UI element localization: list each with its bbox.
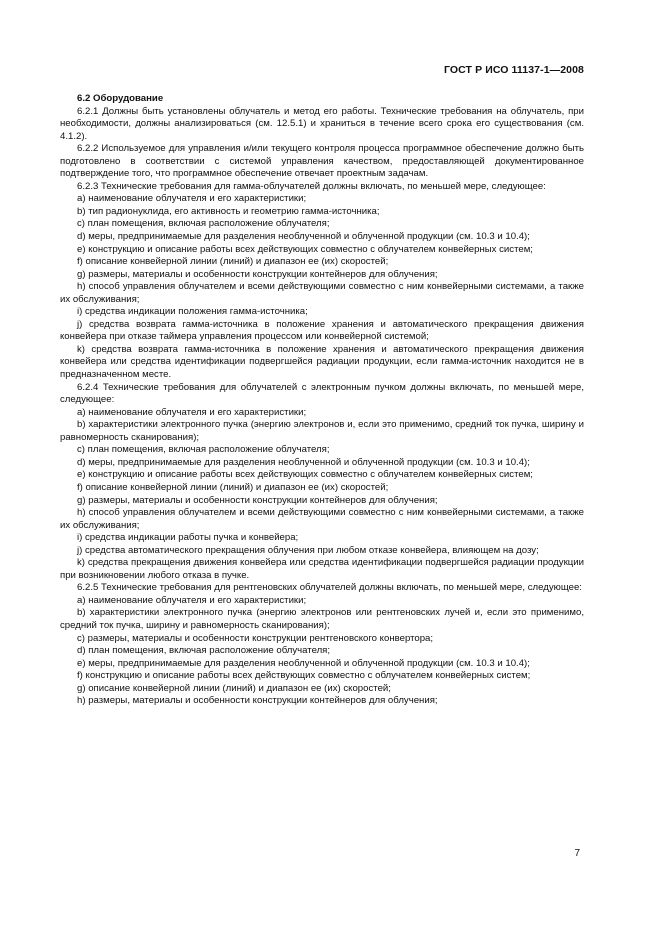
list-item: a) наименование облучателя и его характеристики; <box>77 406 307 418</box>
list-item: e) конструкцию и описание работы всех действующих совместно с облучателем конвейерных систем; <box>77 243 533 255</box>
list-item: g) размеры, материалы и особенности конструкции контейнеров для облучения; <box>77 494 438 506</box>
list-item: d) меры, предпринимаемые для разделения необлученной и облученной продукции (см. 10.3 и 10.4); <box>77 231 530 243</box>
list-item: i) средства индикации положения гамма-источника; <box>77 306 308 318</box>
list-item: f) описание конвейерной линии (линий) и диапазон ее (их) скоростей; <box>77 481 389 493</box>
paragraph-6-2-5: 6.2.5 Технические требования для рентгеновских облучателей должны включать, по меньшей мере, следующее: <box>77 582 582 594</box>
list-item: b) тип радионуклида, его активность и геометрию гамма-источника; <box>77 205 380 217</box>
list-item: c) план помещения, включая расположение облучателя; <box>77 444 330 456</box>
list-item: a) наименование облучателя и его характеристики; <box>77 193 307 205</box>
list-item: c) план помещения, включая расположение облучателя; <box>77 218 330 230</box>
list-item: k) средства возврата гамма-источника в положение хранения и автоматического прекращения движения конвейера или средства идентификации подвергшейся радиации продукции, если гамма-источник находится не в предназначенном месте. <box>60 343 584 381</box>
list-item: f) описание конвейерной линии (линий) и диапазон ее (их) скоростей; <box>77 256 389 268</box>
list-item: h) способ управления облучателем и всеми действующими совместно с ним конвейерными системами, а также их обслуживания; <box>60 507 584 531</box>
paragraph-6-2-2: 6.2.2 Используемое для управления и/или текущего контроля процесса программное обеспечение должно быть подготовлено в соответствии с системой управления качеством, предоставляющей документированное подтверждение того, что программное обеспечение отвечает проектным задачам. <box>60 143 584 180</box>
list-item: e) конструкцию и описание работы всех действующих совместно с облучателем конвейерных систем; <box>77 469 533 481</box>
list-item: j) средства возврата гамма-источника в положение хранения и автоматического прекращения движения конвейера при отказе таймера управления процессом или конвейерной системой; <box>60 318 584 343</box>
list-item: i) средства индикации работы пучка и конвейера; <box>77 532 299 544</box>
paragraph-6-2-1: 6.2.1 Должны быть установлены облучатель и метод его работы. Технические требования на облучатель, при необходимости, должны анализироваться (см. 12.5.1) и храниться в течение всего срока его существования (см. 4.1.2). <box>60 105 584 142</box>
list-item: a) наименование облучателя и его характеристики; <box>77 594 307 606</box>
list-item: c) размеры, материалы и особенности конструкции рентгеновского конвертора; <box>77 632 434 644</box>
section-title: 6.2 Оборудование <box>77 93 164 104</box>
document-body <box>60 93 584 708</box>
list-item: b) характеристики электронного пучка (энергию электронов и, если это применимо, средний ток пучка, ширину и равномерность сканирования); <box>60 419 584 443</box>
list-item: b) характеристики электронного пучка (энергию электронов или рентгеновских лучей и, если это применимо, средний ток пучка, ширину и равномерность сканирования); <box>60 607 584 631</box>
list-item: g) описание конвейерной линии (линий) и диапазон ее (их) скоростей; <box>77 682 391 694</box>
list-item: d) меры, предпринимаемые для разделения необлученной и облученной продукции (см. 10.3 и 10.4); <box>77 456 530 468</box>
standard-header: ГОСТ Р ИСО 11137-1—2008 <box>443 64 584 76</box>
page-number: 7 <box>574 848 580 859</box>
list-item: e) меры, предпринимаемые для разделения необлученной и облученной продукции (см. 10.3 и 10.4); <box>77 657 530 669</box>
list-item: d) план помещения, включая расположение облучателя; <box>77 645 331 657</box>
paragraph-6-2-4: 6.2.4 Технические требования для облучателей с электронным пучком должны включать, по меньшей мере, следующее: <box>60 381 584 406</box>
list-item: h) способ управления облучателем и всеми действующими совместно с ним конвейерными системами, а также их обслуживания; <box>60 281 584 305</box>
list-item: k) средства прекращения движения конвейера или средства идентификации подвергшейся радиации продукции при возникновении любого отказа в пучке. <box>60 557 584 581</box>
list-item: f) конструкцию и описание работы всех действующих совместно с облучателем конвейерных систем; <box>77 670 531 682</box>
list-item: g) размеры, материалы и особенности конструкции контейнеров для облучения; <box>77 268 438 280</box>
list-item: h) размеры, материалы и особенности конструкции контейнеров для облучения; <box>77 695 438 707</box>
paragraph-6-2-3: 6.2.3 Технические требования для гамма-облучателей должны включать, по меньшей мере, следующее: <box>77 180 546 192</box>
list-item: j) средства автоматического прекращения облучения при любом отказе конвейера, влияющем на дозу; <box>77 544 539 556</box>
